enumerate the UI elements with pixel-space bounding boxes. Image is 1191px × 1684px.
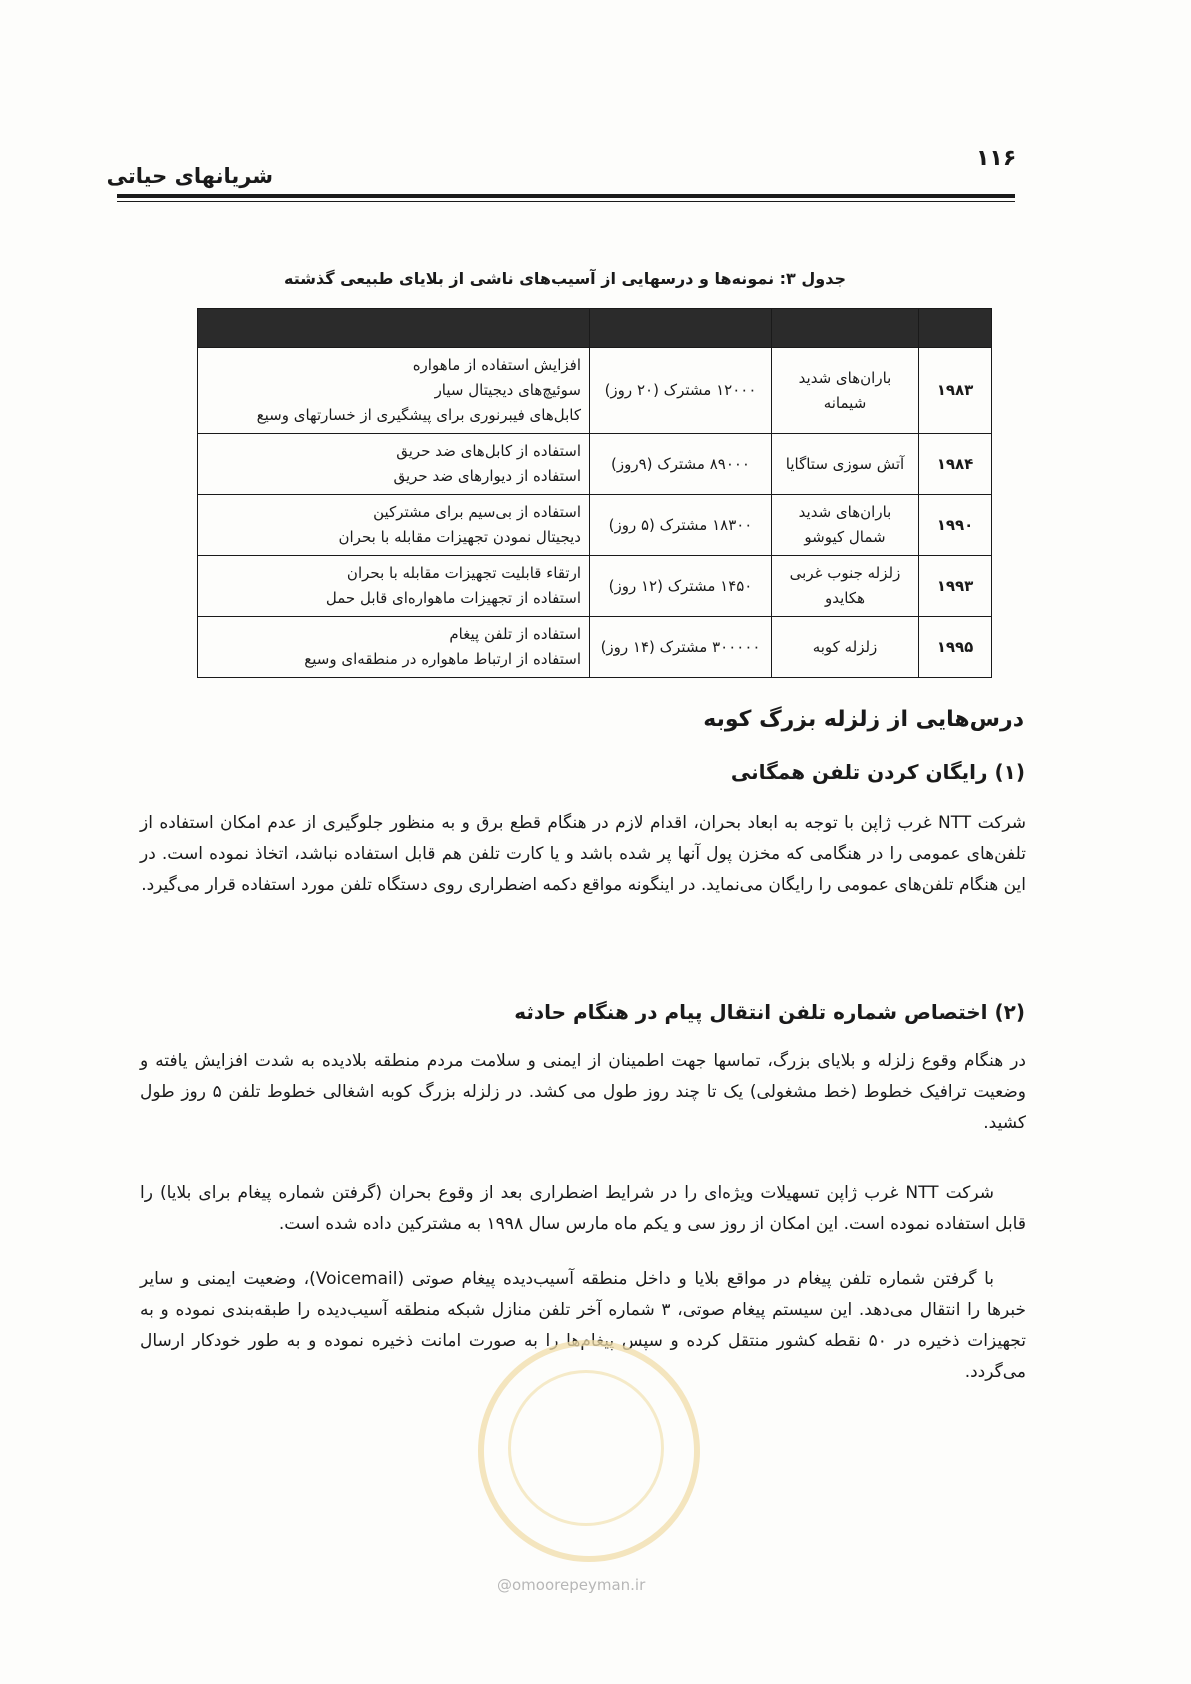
- lesson-item: استفاده از تلفن پیغام: [449, 625, 581, 643]
- subheading-message-number: (۲) اختصاص شماره تلفن انتقال پیام در هنگام حادثه: [514, 1000, 1025, 1024]
- section-heading: درس‌هایی از زلزله بزرگ کوبه: [703, 707, 1024, 732]
- table-header-cell: [590, 309, 772, 348]
- table-header-cell: [198, 309, 590, 348]
- paragraph: با گرفتن شماره تلفن پیغام در مواقع بلایا و داخل منطقه آسیب‌دیده پیغام صوتی (Voicemail)، وضعیت ایمنی و سایر خبرها را انتقال می‌دهد. این سیستم پیغام صوتی، ۳ شماره آخر تلفن منازل شبکه منطقه آسیب‌دیده را طبقه‌بندی نموده و به تجهیزات ذخیره در ۵۰ نقطه کشور منتقل کرده و سپس پیغام‌ها را به صورت امانت ذخیره نموده و به طور خودکار ارسال می‌گردد.: [140, 1269, 1026, 1382]
- year-cell: ۱۹۹۵: [919, 617, 992, 678]
- paragraph: در هنگام وقوع زلزله و بلایای بزرگ، تماسها جهت اطمینان از ایمنی و سلامت مردم منطقه بلادیده به شدت افزایش یافته و وضعیت ترافیک خطوط (خط مشغولی) یک تا چند روز طول می کشد. در زلزله بزرگ کوبه اشغالی خطوط تلفن ۵ روز طول کشید.: [140, 1051, 1026, 1133]
- header-rule-thick: [117, 194, 1015, 198]
- event-cell: باران‌های شدید شمال کیوشو: [772, 495, 919, 556]
- page-number: ۱۱۶: [976, 146, 1017, 171]
- lesson-item: استفاده از کابل‌های ضد حریق: [396, 442, 581, 460]
- disasters-table: [197, 308, 992, 678]
- table-header-cell: [772, 309, 919, 348]
- running-title: شریانهای حیاتی: [106, 164, 273, 188]
- impact-cell: ۱۴۵۰ مشترک (۱۲ روز): [590, 556, 772, 617]
- watermark-url: @omoorepeyman.ir: [497, 1576, 646, 1594]
- impact-cell: ۱۸۳۰۰ مشترک (۵ روز): [590, 495, 772, 556]
- lessons-cell: [198, 348, 590, 434]
- impact-cell: ۱۲۰۰۰ مشترک (۲۰ روز): [590, 348, 772, 434]
- event-cell: زلزله جنوب غربی هکایدو: [772, 556, 919, 617]
- paragraph: شرکت NTT غرب ژاپن با توجه به ابعاد بحران، اقدام لازم در هنگام قطع برق و به منظور جلوگیری از عدم امکان استفاده از تلفن‌های عمومی را در هنگامی که مخزن پول آنها پر شده باشد و یا کارت تلفن هم قابل استفاده نباشد، اتخاذ نموده است. در این هنگام تلفن‌های عمومی را رایگان می‌نماید. در اینگونه مواقع دکمه اضطراری روی دستگاه تلفن مورد استفاده قرار می‌گیرد.: [140, 813, 1026, 895]
- lessons-cell: [198, 434, 590, 495]
- lesson-item: ارتقاء قابلیت تجهیزات مقابله با بحران: [346, 564, 581, 582]
- watermark-seal: [478, 1340, 700, 1562]
- header-rule-thin: [117, 201, 1015, 202]
- table-caption: جدول ۳: نمونه‌ها و درسهایی از آسیب‌های ناشی از بلایای طبیعی گذشته: [284, 269, 846, 288]
- lesson-item: استفاده از ارتباط ماهواره در منطقه‌ای وسیع: [304, 650, 581, 668]
- year-cell: ۱۹۸۴: [919, 434, 992, 495]
- table-row: [198, 617, 992, 678]
- subheading-free-payphone: (۱) رایگان کردن تلفن همگانی: [730, 760, 1025, 784]
- lessons-cell: [198, 556, 590, 617]
- lesson-item: افزایش استفاده از ماهواره: [412, 356, 581, 374]
- paragraph: شرکت NTT غرب ژاپن تسهیلات ویژه‌ای را در شرایط اضطراری بعد از وقوع بحران (گرفتن شماره پیغام برای بلایا) را قابل استفاده نموده است. این امکان از روز سی و یکم ماه مارس سال ۱۹۹۸ به مشترکین داده شده است.: [140, 1183, 1026, 1234]
- impact-cell: ۳۰۰۰۰۰ مشترک (۱۴ روز): [590, 617, 772, 678]
- watermark-seal-inner: [508, 1370, 664, 1526]
- year-cell: ۱۹۸۳: [919, 348, 992, 434]
- lesson-item: دیجیتال نمودن تجهیزات مقابله با بحران: [338, 528, 581, 546]
- table-row: [198, 556, 992, 617]
- impact-cell: ۸۹۰۰۰ مشترک (۹روز): [590, 434, 772, 495]
- lesson-item: استفاده از دیوارهای ضد حریق: [393, 467, 581, 485]
- lessons-cell: [198, 617, 590, 678]
- lesson-item: سوئیچ‌های دیجیتال سیار: [434, 381, 581, 399]
- lessons-cell: [198, 495, 590, 556]
- table-row: [198, 348, 992, 434]
- table-row: [198, 495, 992, 556]
- lesson-item: استفاده از بی‌سیم برای مشترکین: [373, 503, 581, 521]
- event-cell: آتش سوزی ستاگایا: [772, 434, 919, 495]
- year-cell: ۱۹۹۰: [919, 495, 992, 556]
- event-cell: زلزله کوبه: [772, 617, 919, 678]
- lesson-item: استفاده از تجهیزات ماهواره‌ای قابل حمل: [325, 589, 581, 607]
- event-cell: باران‌های شدید شیمانه: [772, 348, 919, 434]
- year-cell: ۱۹۹۳: [919, 556, 992, 617]
- lesson-item: کابل‌های فیبرنوری برای پیشگیری از خسارتهای وسیع: [256, 406, 581, 424]
- table-header-cell: [919, 309, 992, 348]
- table-header-row: [198, 309, 992, 348]
- table-row: [198, 434, 992, 495]
